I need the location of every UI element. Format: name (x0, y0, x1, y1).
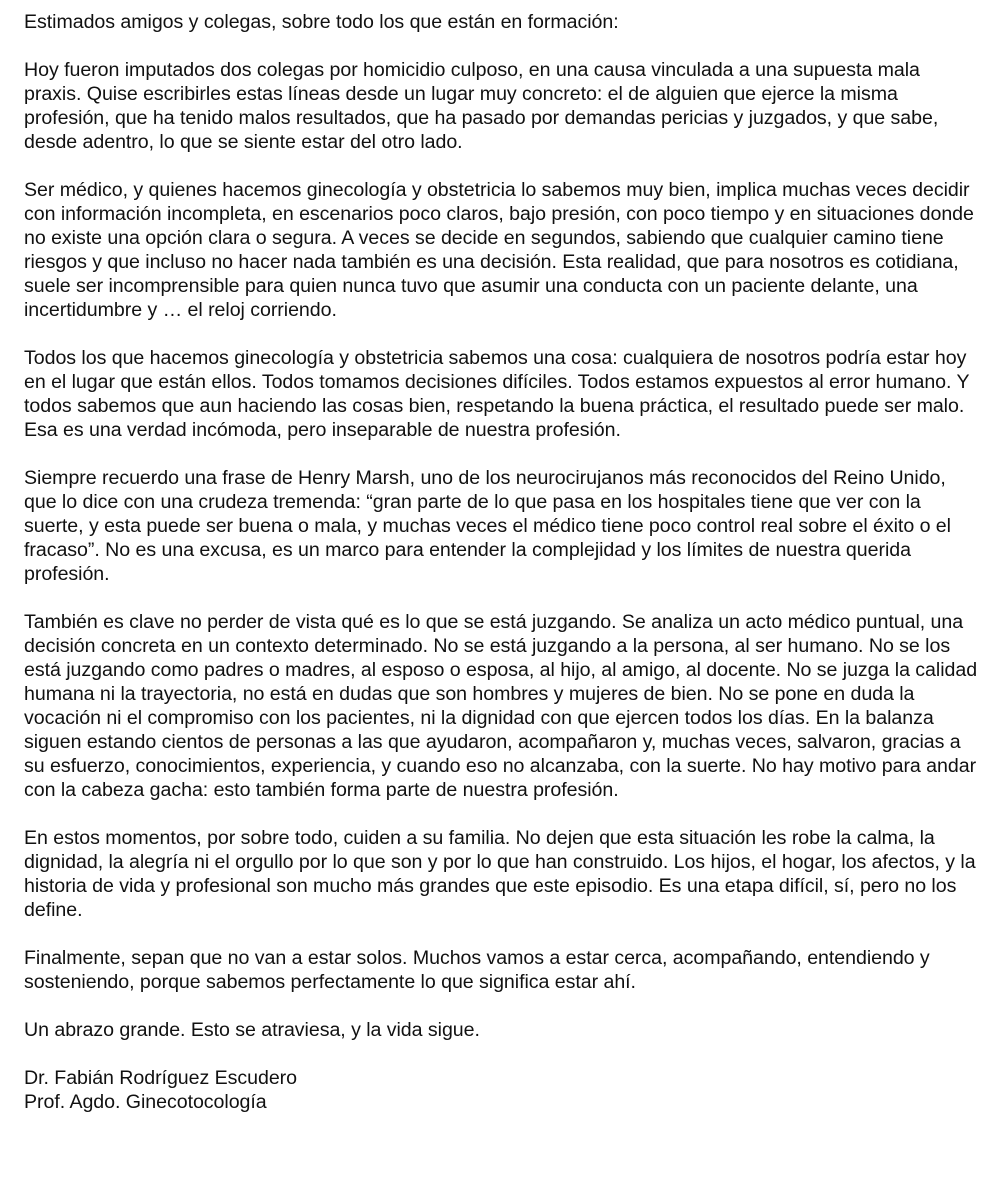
letter-paragraph-what-is-judged: También es clave no perder de vista qué es lo que se está juzgando. Se analiza un acto médico puntual, una decisión concreta en un contexto determinado. No se está juzgando a la persona, al ser humano. No se los está juzgando como padres o madres, al esposo o esposa, al hijo, al amigo, al docente. No se juzga la calidad humana ni la trayectoria, no está en dudas que son hombres y mujeres de bien. No se pone en duda la vocación ni el compromiso con los pacientes, ni la dignidad con que ejercen todos los días. En la balanza siguen estando cientos de personas a las que ayudaron, acompañaron y, muchas veces, salvaron, gracias a su esfuerzo, conocimientos, experiencia, y cuando eso no alcanzaba, con la suerte. No hay motivo para andar con la cabeza gacha: esto también forma parte de nuestra profesión. (24, 611, 978, 801)
letter-paragraph-medical-decisions: Ser médico, y quienes hacemos ginecología y obstetricia lo sabemos muy bien, implica muchas veces decidir con información incompleta, en escenarios poco claros, bajo presión, con poco tiempo y en situaciones donde no existe una opción clara o segura. A veces se decide en segundos, sabiendo que cualquier camino tiene riesgos y que incluso no hacer nada también es una decisión. Esta realidad, que para nosotros es cotidiana, suele ser incomprensible para quien nunca tuvo que asumir una conducta con un paciente delante, una incertidumbre y … el reloj corriendo. (24, 179, 974, 321)
letter-paragraph-not-alone: Finalmente, sepan que no van a estar solos. Muchos vamos a estar cerca, acompañando, entendiendo y sosteniendo, porque sabemos perfectamente lo que significa estar ahí. (24, 947, 930, 993)
letter-paragraph-imputation: Hoy fueron imputados dos colegas por homicidio culposo, en una causa vinculada a una supuesta mala praxis. Quise escribirles estas líneas desde un lugar muy concreto: el de alguien que ejerce la misma profesión, que ha tenido malos resultados, que ha pasado por demandas pericias y juzgados, y que sabe, desde adentro, lo que se siente estar del otro lado. (24, 59, 939, 153)
letter-paragraph-family: En estos momentos, por sobre todo, cuiden a su familia. No dejen que esta situación les robe la calma, la dignidad, la alegría ni el orgullo por lo que son y por lo que han construido. Los hijos, el hogar, los afectos, y la historia de vida y profesional son mucho más grandes que este episodio. Es una etapa difícil, sí, pero no los define. (24, 827, 976, 921)
letter-closing: Un abrazo grande. Esto se atraviesa, y la vida sigue. (24, 1019, 480, 1041)
letter-paragraph-henry-marsh: Siempre recuerdo una frase de Henry Marsh, uno de los neurocirujanos más reconocidos del Reino Unido, que lo dice con una crudeza tremenda: “gran parte de lo que pasa en los hospitales tiene que ver con la suerte, y esta puede ser buena o mala, y muchas veces el médico tiene poco control real sobre el éxito o el fracaso”. No es una excusa, es un marco para entender la complejidad y los límites de nuestra querida profesión. (24, 467, 951, 585)
letter-greeting: Estimados amigos y colegas, sobre todo los que están en formación: (24, 11, 619, 33)
signature-title: Prof. Agdo. Ginecotocología (24, 1091, 267, 1113)
signature-name: Dr. Fabián Rodríguez Escudero (24, 1067, 298, 1089)
letter-signature (24, 1066, 980, 1114)
letter-paragraph-shared-risk: Todos los que hacemos ginecología y obstetricia sabemos una cosa: cualquiera de nosotros podría estar hoy en el lugar que están ellos. Todos tomamos decisiones difíciles. Todos estamos expuestos al error humano. Y todos sabemos que aun haciendo las cosas bien, respetando la buena práctica, el resultado puede ser malo. Esa es una verdad incómoda, pero inseparable de nuestra profesión. (24, 347, 970, 441)
